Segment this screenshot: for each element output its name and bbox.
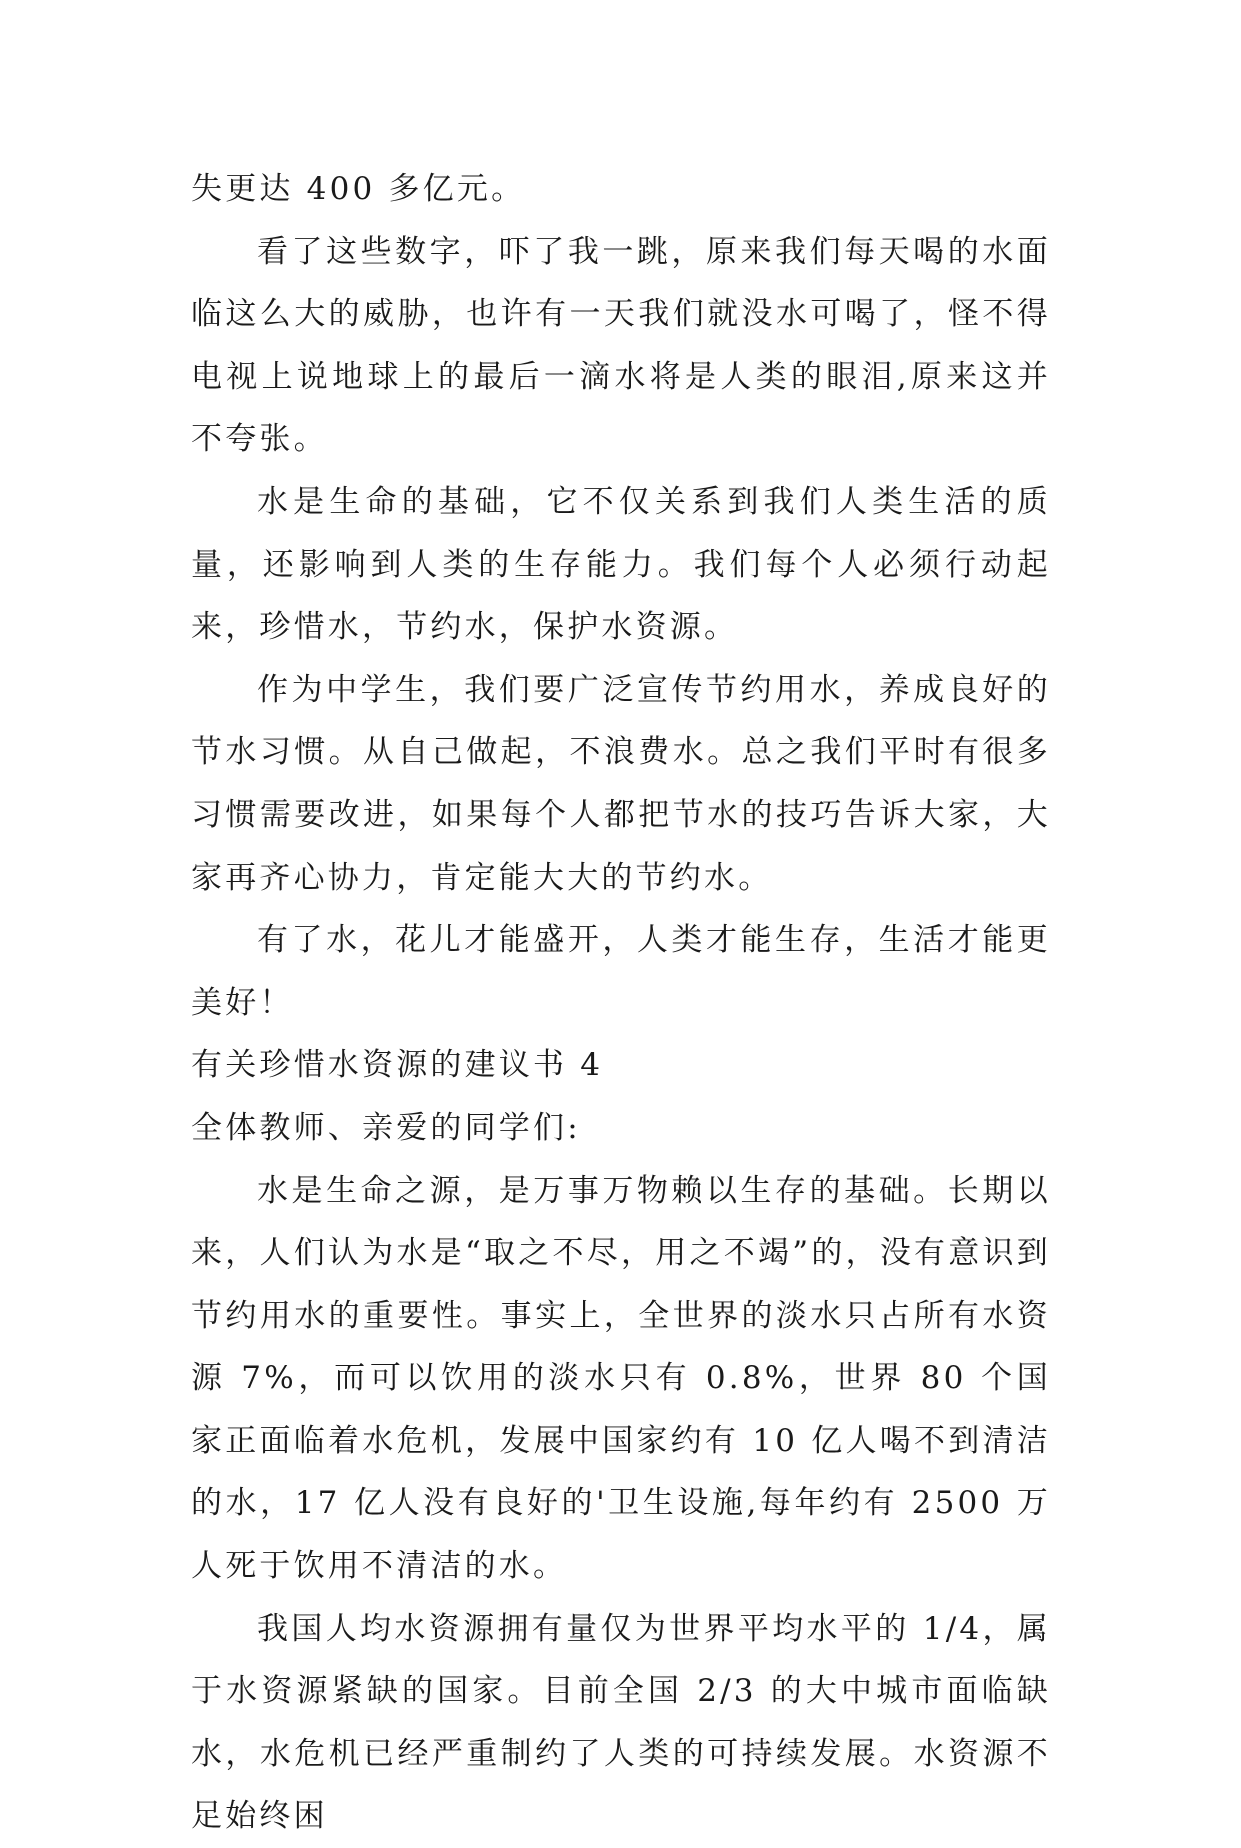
paragraph-china-water: 我国人均水资源拥有量仅为世界平均水平的 1/4，属于水资源紧缺的国家。目前全国 2/3 的大中城市面临缺水，水危机已经严重制约了人类的可持续发展。水资源不足始终困 [191, 1610, 1051, 1835]
paragraph-continuation: 失更达 400 多亿元。 [191, 171, 526, 207]
paragraph-water-basis: 水是生命的基础，它不仅关系到我们人类生活的质量，还影响到人类的生存能力。我们每个人必须行动起来，珍惜水，节约水，保护水资源。 [191, 483, 1051, 646]
paragraph-reflection: 看了这些数字，吓了我一跳，原来我们每天喝的水面临这么大的威胁，也许有一天我们就没水可喝了，怪不得电视上说地球上的最后一滴水将是人类的眼泪,原来这并不夸张。 [191, 233, 1051, 458]
section-heading: 有关珍惜水资源的建议书 4 [191, 1047, 604, 1084]
salutation: 全体教师、亲爱的同学们: [191, 1109, 581, 1146]
paragraph-world-water: 水是生命之源，是万事万物赖以生存的基础。长期以来，人们认为水是“取之不尽，用之不竭”的，没有意识到节约用水的重要性。事实上，全世界的淡水只占所有水资源 7%，而可以饮用的淡水只有 0.8%，世界 80 个国家正面临着水危机，发展中国家约有 10 亿人喝不到清洁的水，17 亿人没有良好的'卫生设施,每年约有 2500 万人死于饮用不清洁的水。 [191, 1172, 1051, 1585]
paragraph-student-action: 作为中学生，我们要广泛宣传节约用水，养成良好的节水习惯。从自己做起，不浪费水。总之我们平时有很多习惯需要改进，如果每个人都把节水的技巧告诉大家，大家再齐心协力，肯定能大大的节约水。 [191, 671, 1051, 896]
document-body [191, 158, 1051, 1848]
paragraph-closing: 有了水，花儿才能盛开，人类才能生存，生活才能更美好！ [191, 922, 1051, 1021]
